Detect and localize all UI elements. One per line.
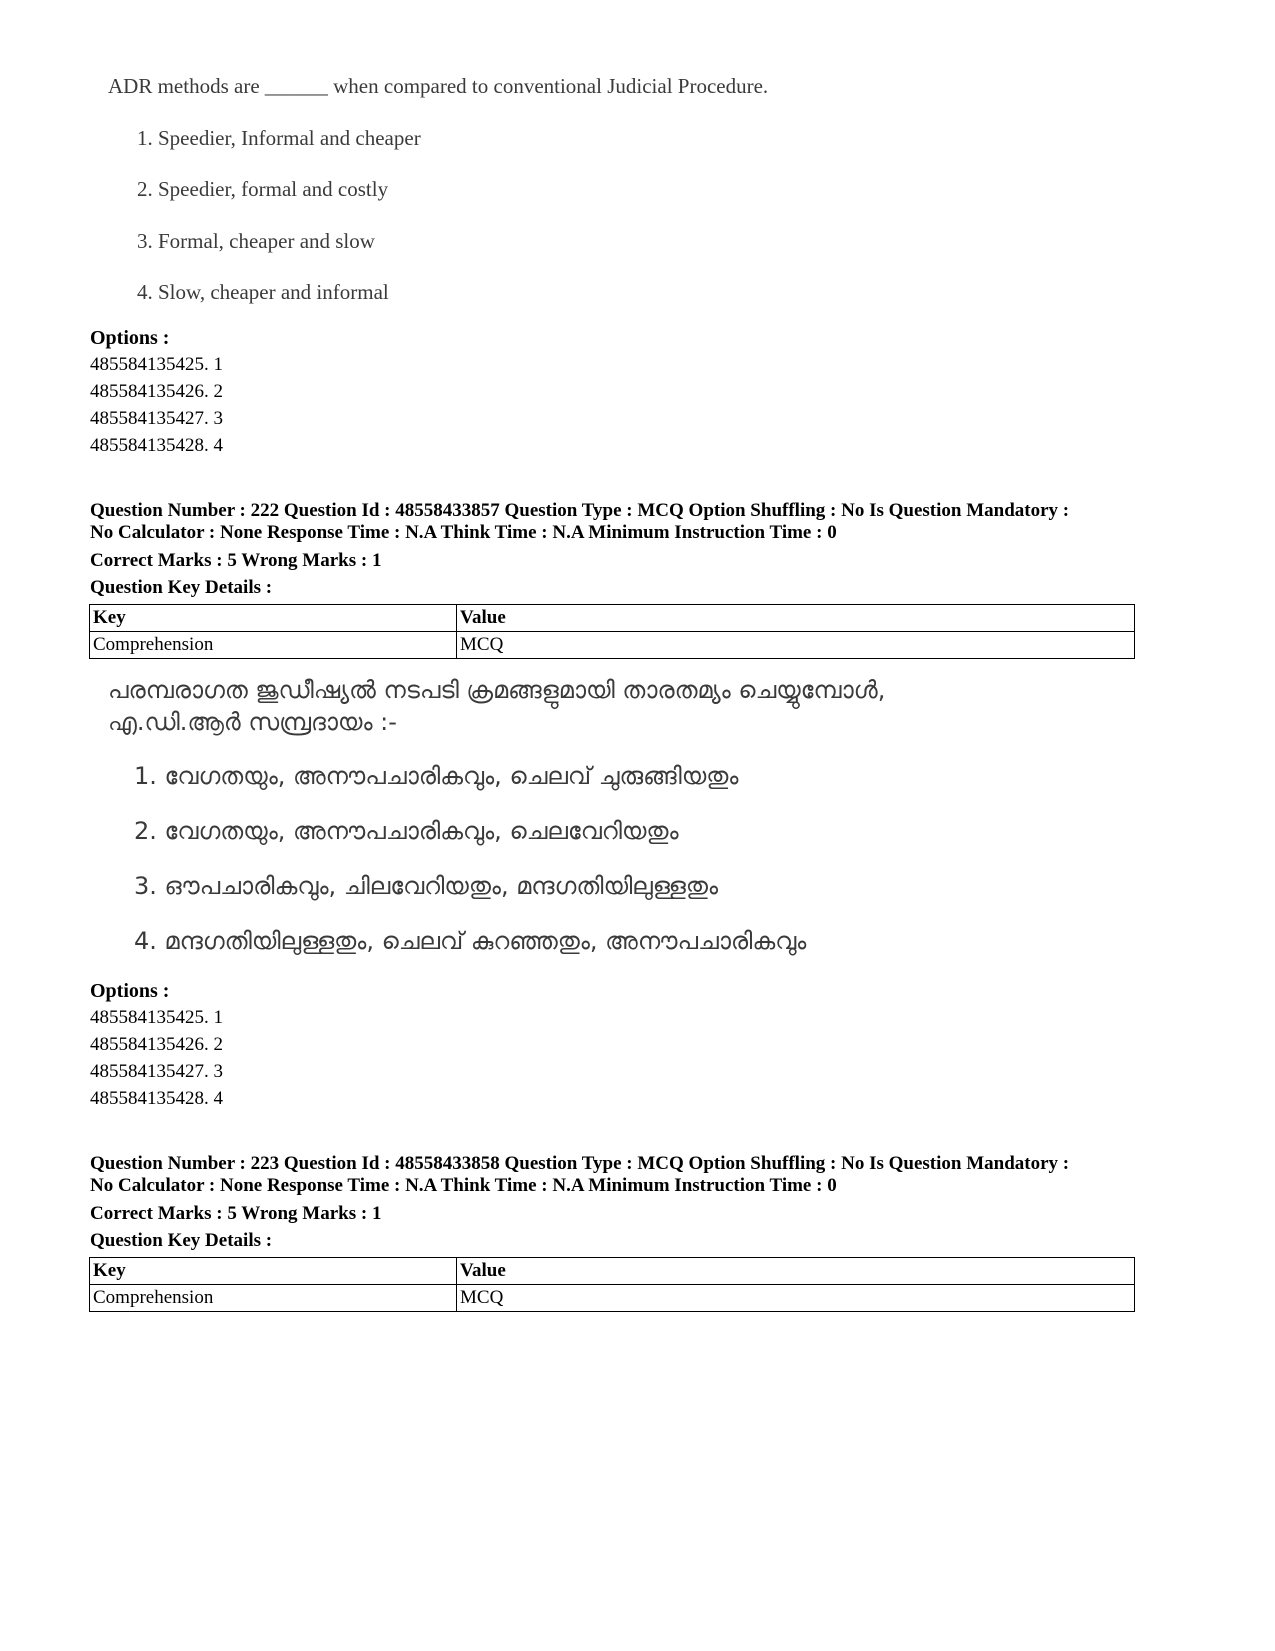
table-header-value: Value xyxy=(457,605,1135,632)
table-cell-value: MCQ xyxy=(457,1285,1135,1312)
option-id: 485584135425. 1 xyxy=(90,354,223,375)
ml-question-stem-2: എ.ഡി.ആർ സമ്പ്രദായം :- xyxy=(108,708,397,736)
table-header-key: Key xyxy=(90,605,457,632)
option-id: 485584135426. 2 xyxy=(90,1034,223,1055)
table-cell-key: Comprehension xyxy=(90,1285,457,1312)
table-header-key: Key xyxy=(90,1258,457,1285)
ml-question-stem-1: പരമ്പരാഗത ജുഡീഷ്യൽ നടപടി ക്രമങ്ങളുമായി താരതമ്യം ചെയ്യുമ്പോൾ, xyxy=(108,676,886,704)
option-id: 485584135426. 2 xyxy=(90,381,223,402)
choice-2: 2. Speedier, formal and costly xyxy=(137,177,389,201)
key-value-table xyxy=(89,604,1135,659)
question-meta-line2: No Calculator : None Response Time : N.A Think Time : N.A Minimum Instruction Time : 0 xyxy=(90,1175,837,1196)
ml-choice-1: 1. വേഗതയും, അനൗപചാരികവും, ചെലവ് ചുരുങ്ങിയതും xyxy=(134,762,739,790)
question-meta-line1: Question Number : 223 Question Id : 48558433858 Question Type : MCQ Option Shuffling : No Is Question Mandatory : xyxy=(90,1153,1070,1174)
key-details-label: Question Key Details : xyxy=(90,1230,273,1251)
marks-line: Correct Marks : 5 Wrong Marks : 1 xyxy=(90,550,382,571)
ml-choice-3: 3. ഔപചാരികവും, ചിലവേറിയതും, മന്ദഗതിയിലുള്ളതും xyxy=(134,872,719,900)
ml-choice-4: 4. മന്ദഗതിയിലുള്ളതും, ചെലവ് കുറഞ്ഞതും, അനൗപചാരികവും xyxy=(134,927,807,955)
option-id: 485584135425. 1 xyxy=(90,1007,223,1028)
choice-4: 4. Slow, cheaper and informal xyxy=(137,280,389,304)
option-id: 485584135427. 3 xyxy=(90,408,223,429)
option-id: 485584135428. 4 xyxy=(90,435,223,456)
table-header-value: Value xyxy=(457,1258,1135,1285)
key-details-label: Question Key Details : xyxy=(90,577,273,598)
ml-choice-2: 2. വേഗതയും, അനൗപചാരികവും, ചെലവേറിയതും xyxy=(134,817,679,845)
options-label: Options : xyxy=(90,327,170,349)
option-id: 485584135428. 4 xyxy=(90,1088,223,1109)
question-stem: ADR methods are ______ when compared to conventional Judicial Procedure. xyxy=(108,74,769,98)
key-value-table xyxy=(89,1257,1135,1312)
choice-3: 3. Formal, cheaper and slow xyxy=(137,229,375,253)
choice-1: 1. Speedier, Informal and cheaper xyxy=(137,126,421,150)
question-meta-line1: Question Number : 222 Question Id : 48558433857 Question Type : MCQ Option Shuffling : No Is Question Mandatory : xyxy=(90,500,1070,521)
table-cell-key: Comprehension xyxy=(90,632,457,659)
option-id: 485584135427. 3 xyxy=(90,1061,223,1082)
options-label: Options : xyxy=(90,980,170,1002)
marks-line: Correct Marks : 5 Wrong Marks : 1 xyxy=(90,1203,382,1224)
question-meta-line2: No Calculator : None Response Time : N.A Think Time : N.A Minimum Instruction Time : 0 xyxy=(90,522,837,543)
table-cell-value: MCQ xyxy=(457,632,1135,659)
